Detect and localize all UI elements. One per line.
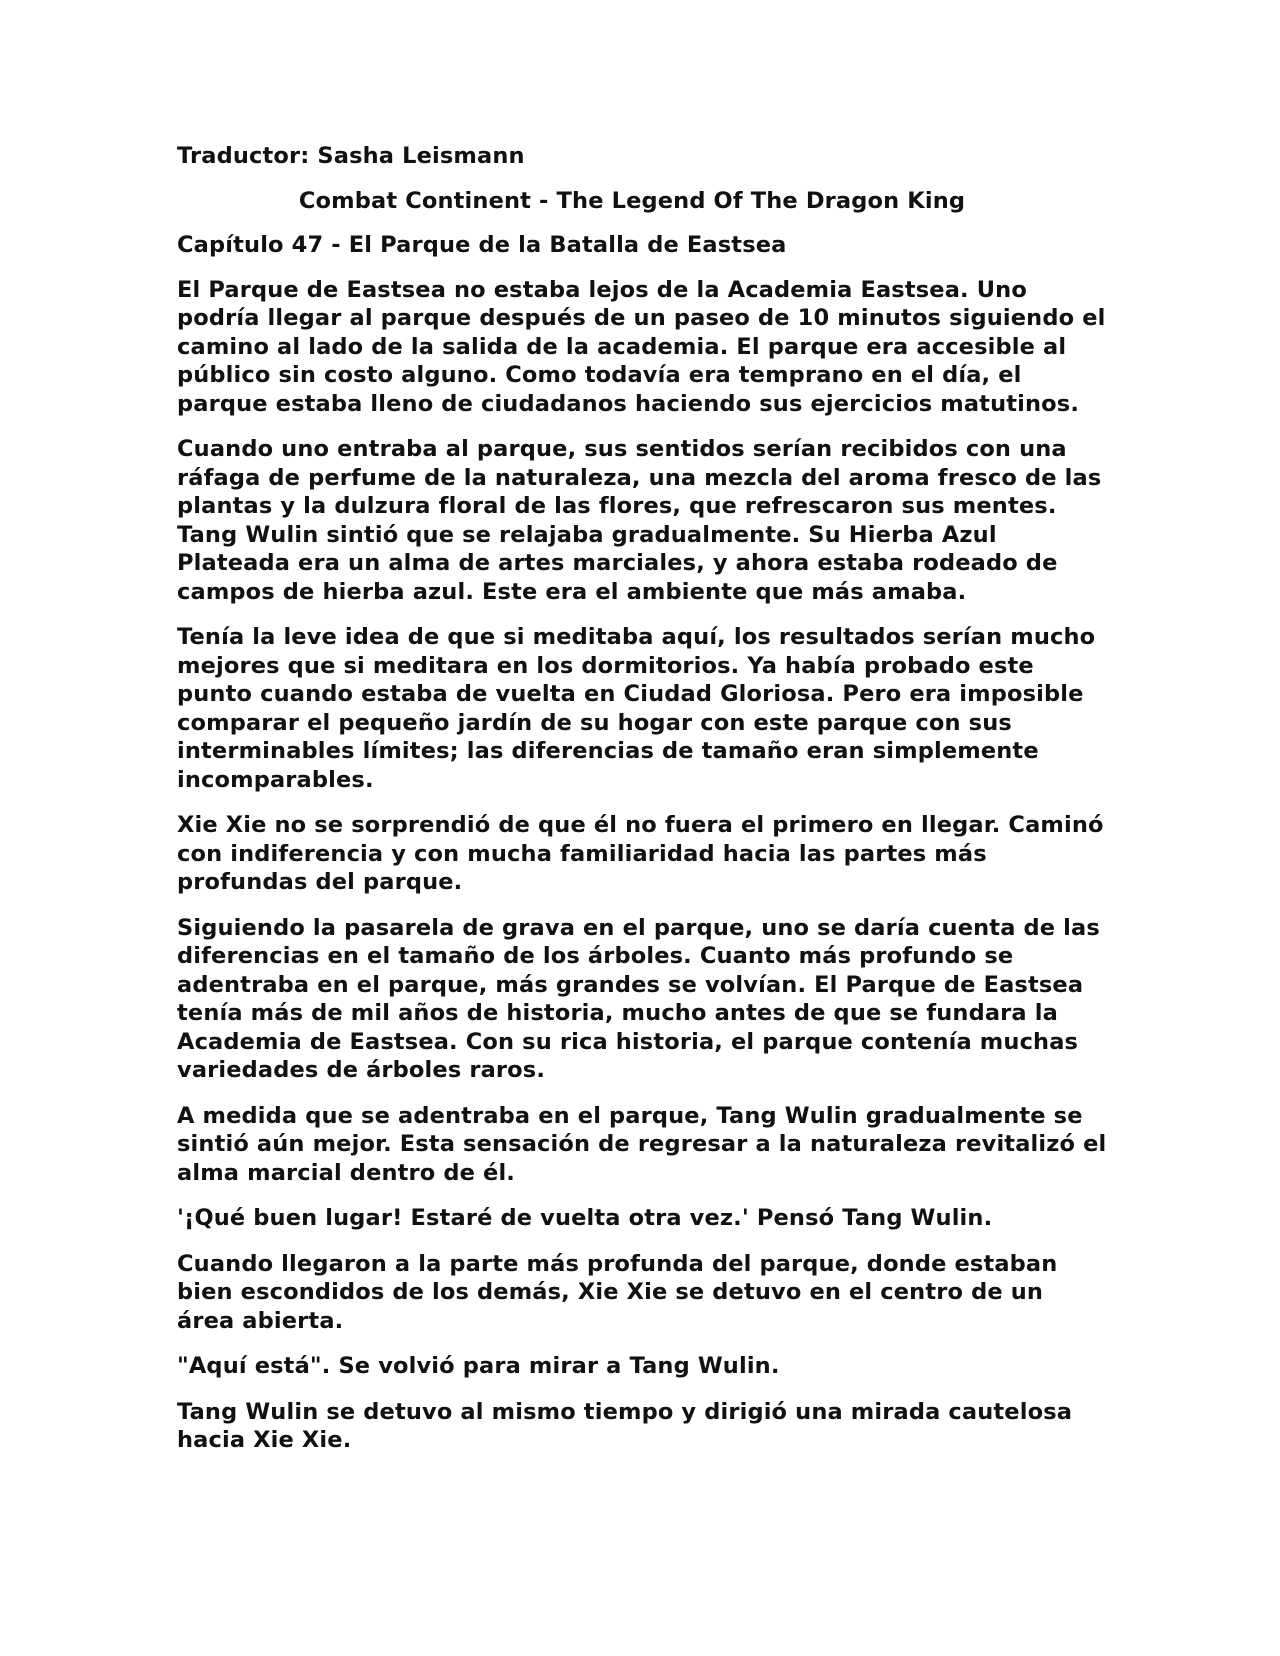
book-title: Combat Continent - The Legend Of The Dragon King: [298, 187, 966, 214]
paragraph: Tenía la leve idea de que si meditaba aquí, los resultados serían mucho mejores que si meditara en los dormitorios. Ya había probado este punto cuando estaba de vuelta en Ciudad Gloriosa. Pero era imposible comparar el pequeño jardín de su hogar con este parque con sus interminables límites; las diferencias de tamaño eran simplemente incomparables.: [177, 624, 1096, 793]
paragraph: Xie Xie no se sorprendió de que él no fuera el primero en llegar. Caminó con indiferencia y con mucha familiaridad hacia las partes más profundas del parque.: [177, 812, 1104, 895]
paragraph: Siguiendo la pasarela de grava en el parque, uno se daría cuenta de las diferencias en el tamaño de los árboles. Cuanto más profundo se adentraba en el parque, más grandes se volvían. El Parque de Eastsea tenía más de mil años de historia, mucho antes de que se fundara la Academia de Eastsea. Con su rica historia, el parque contenía muchas variedades de árboles raros.: [177, 914, 1100, 1083]
translator-credit: Traductor: Sasha Leismann: [177, 143, 525, 169]
chapter-heading: Capítulo 47 - El Parque de la Batalla de Eastsea: [177, 232, 787, 258]
paragraph: A medida que se adentraba en el parque, Tang Wulin gradualmente se sintió aún mejor. Esta sensación de regresar a la naturaleza revitalizó el alma marcial dentro de él.: [177, 1102, 1107, 1186]
paragraph: '¡Qué buen lugar! Estaré de vuelta otra vez.' Pensó Tang Wulin.: [177, 1205, 993, 1231]
document-page: [177, 142, 1107, 1472]
paragraph: Tang Wulin se detuvo al mismo tiempo y dirigió una mirada cautelosa hacia Xie Xie.: [177, 1398, 1073, 1453]
paragraph: El Parque de Eastsea no estaba lejos de la Academia Eastsea. Uno podría llegar al parque después de un paseo de 10 minutos siguiendo el camino al lado de la salida de la academia. El parque era accesible al público sin costo alguno. Como todavía era temprano en el día, el parque estaba lleno de ciudadanos haciendo sus ejercicios matutinos.: [177, 276, 1106, 417]
paragraph: Cuando uno entraba al parque, sus sentidos serían recibidos con una ráfaga de perfume de la naturaleza, una mezcla del aroma fresco de las plantas y la dulzura floral de las flores, que refrescaron sus mentes. Tang Wulin sintió que se relajaba gradualmente. Su Hierba Azul Plateada era un alma de artes marciales, y ahora estaba rodeado de campos de hierba azul. Este era el ambiente que más amaba.: [177, 436, 1102, 605]
paragraph: "Aquí está". Se volvió para mirar a Tang Wulin.: [177, 1353, 780, 1379]
paragraph: Cuando llegaron a la parte más profunda del parque, donde estaban bien escondidos de los demás, Xie Xie se detuvo en el centro de un área abierta.: [177, 1250, 1058, 1334]
